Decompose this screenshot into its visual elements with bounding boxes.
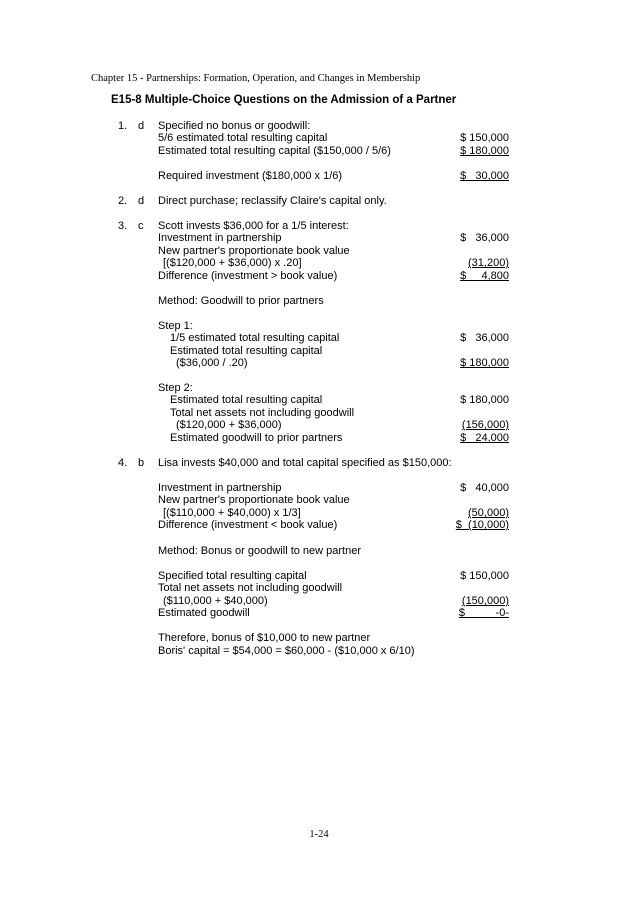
amount: (50,000) xyxy=(468,507,509,519)
text-line: Specified no bonus or goodwill: xyxy=(158,120,311,132)
text-line: [($110,000 + $40,000) x 1/3] xyxy=(163,507,301,519)
text-line: New partner's proportionate book value xyxy=(158,245,350,257)
amount: (156,000) xyxy=(461,419,509,431)
amount: $ 40,000 xyxy=(460,482,509,494)
question-number: 1. xyxy=(118,120,128,132)
amount: $ (10,000) xyxy=(455,519,509,531)
text-line: Investment in partnership xyxy=(158,482,282,494)
text-line: Total net assets not including goodwill xyxy=(158,582,343,594)
text-line: Direct purchase; reclassify Claire's capital only. xyxy=(158,195,387,207)
amount: $ 180,000 xyxy=(460,357,509,369)
answer-letter: c xyxy=(138,220,144,232)
text-line: Estimated goodwill xyxy=(158,607,250,619)
text-line: Required investment ($180,000 x 1/6) xyxy=(158,170,343,182)
text-line: 5/6 estimated total resulting capital xyxy=(158,132,328,144)
text-line: Boris' capital = $54,000 = $60,000 - ($10,000 x 6/10) xyxy=(158,645,415,657)
text-line: ($36,000 / .20) xyxy=(176,357,248,369)
text-line: Step 1: xyxy=(158,320,193,332)
text-line: Specified total resulting capital xyxy=(158,570,307,582)
text-line: Estimated goodwill to prior partners xyxy=(170,432,343,444)
text-line: 1/5 estimated total resulting capital xyxy=(170,332,340,344)
amount: $ 150,000 xyxy=(460,570,509,582)
text-line: Difference (investment < book value) xyxy=(158,519,338,531)
text-line: New partner's proportionate book value xyxy=(158,494,350,506)
text-line: Total net assets not including goodwill xyxy=(170,407,355,419)
answer-letter: d xyxy=(138,195,145,207)
question-number: 4. xyxy=(118,457,128,469)
text-line: Method: Goodwill to prior partners xyxy=(158,295,324,307)
amount: $ 150,000 xyxy=(460,132,509,144)
text-line: Method: Bonus or goodwill to new partner xyxy=(158,545,362,557)
amount: (150,000) xyxy=(461,595,509,607)
answer-letter: d xyxy=(138,120,145,132)
amount: $ 36,000 xyxy=(460,232,509,244)
text-line: Lisa invests $40,000 and total capital specified as $150,000: xyxy=(158,457,452,469)
text-line: Estimated total resulting capital xyxy=(170,345,323,357)
answer-letter: b xyxy=(138,457,145,469)
text-line: [($120,000 + $36,000) x .20] xyxy=(163,257,302,269)
amount: $ 24,000 xyxy=(460,432,509,444)
text-line: ($120,000 + $36,000) xyxy=(176,419,282,431)
exercise-title: E15-8 Multiple-Choice Questions on the Admission of a Partner xyxy=(111,94,457,106)
page-number: 1-24 xyxy=(309,829,329,840)
amount: $ 180,000 xyxy=(460,145,509,157)
question-number: 2. xyxy=(118,195,128,207)
text-line: Estimated total resulting capital xyxy=(170,394,323,406)
amount: $ 30,000 xyxy=(460,170,509,182)
text-line: Estimated total resulting capital ($150,000 / 5/6) xyxy=(158,145,391,157)
amount: $ -0- xyxy=(458,607,509,619)
amount: (31,200) xyxy=(468,257,509,269)
amount: $ 4,800 xyxy=(460,270,509,282)
text-line: ($110,000 + $40,000) xyxy=(163,595,268,607)
text-line: Investment in partnership xyxy=(158,232,282,244)
chapter-header: Chapter 15 - Partnerships: Formation, Operation, and Changes in Membership xyxy=(91,73,421,84)
question-number: 3. xyxy=(118,220,128,232)
text-line: Difference (investment > book value) xyxy=(158,270,338,282)
amount: $ 180,000 xyxy=(460,394,509,406)
text-line: Step 2: xyxy=(158,382,193,394)
text-line: Therefore, bonus of $10,000 to new partner xyxy=(158,632,371,644)
text-line: Scott invests $36,000 for a 1/5 interest: xyxy=(158,220,349,232)
amount: $ 36,000 xyxy=(460,332,509,344)
